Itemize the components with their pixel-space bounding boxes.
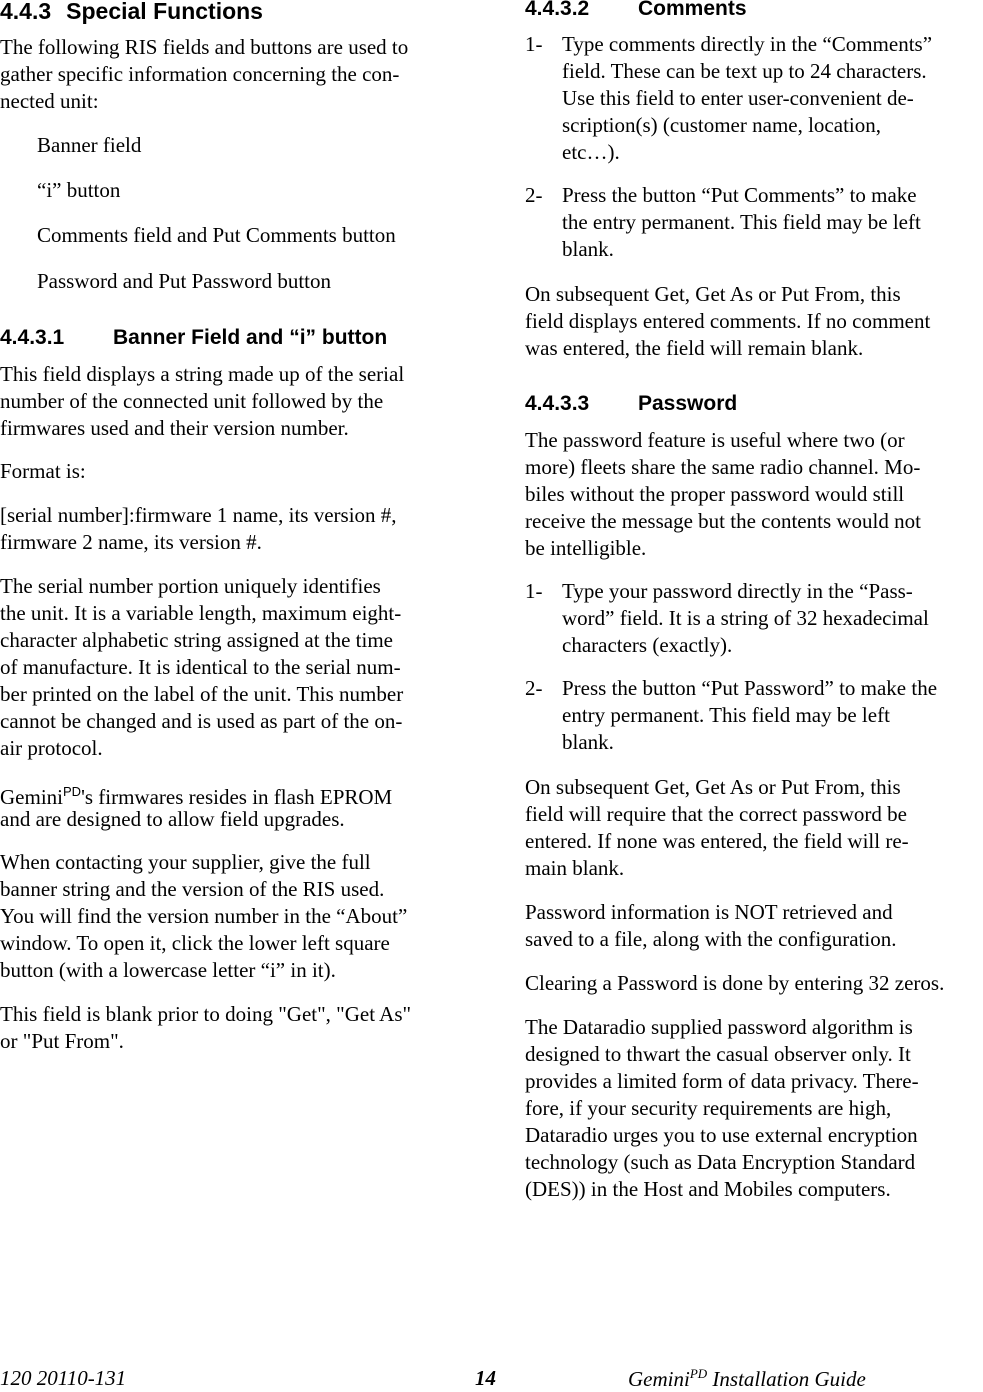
- paragraph-line: ber printed on the label of the unit. This number: [0, 682, 404, 706]
- subsection-title: Comments: [638, 0, 747, 20]
- paragraph-line: field displays entered comments. If no comment: [525, 309, 931, 333]
- page-number: 14: [475, 1366, 496, 1390]
- paragraph-line: window. To open it, click the lower left square: [0, 931, 390, 955]
- paragraph-line: field will require that the correct password be: [525, 802, 907, 826]
- paragraph-line: You will find the version number in the “About”: [0, 904, 408, 928]
- section-heading: [0, 0, 263, 25]
- item-marker: 1-: [525, 32, 543, 56]
- paragraph-line: more) fleets share the same radio channel. Mo-: [525, 455, 921, 479]
- item-line: field. These can be text up to 24 characters.: [562, 59, 927, 83]
- paragraph-line: technology (such as Data Encryption Standard: [525, 1150, 916, 1174]
- paragraph-line: button (with a lowercase letter “i” in it).: [0, 958, 336, 982]
- paragraph-line: On subsequent Get, Get As or Put From, this: [525, 282, 901, 306]
- intro-line: gather specific information concerning the con-: [0, 62, 400, 86]
- item-marker: 1-: [525, 579, 543, 603]
- paragraph-line: entered. If none was entered, the field will re-: [525, 829, 909, 853]
- subsection-title: Password: [638, 392, 738, 415]
- paragraph-line: This field is blank prior to doing "Get", "Get As": [0, 1002, 412, 1026]
- item-marker: 2-: [525, 183, 543, 207]
- subsection-number: 4.4.3.2: [525, 0, 590, 20]
- paragraph-line: Password information is NOT retrieved and: [525, 900, 893, 924]
- paragraph-line: or "Put From".: [0, 1029, 124, 1053]
- paragraph-line: of manufacture. It is identical to the serial num-: [0, 655, 401, 679]
- bullet-item: Comments field and Put Comments button: [37, 223, 396, 247]
- item-line: Use this field to enter user-convenient de-: [562, 86, 914, 110]
- item-line: etc…).: [562, 140, 620, 164]
- product-superscript: PD: [689, 1366, 708, 1381]
- paragraph-line: and are designed to allow field upgrades.: [0, 807, 345, 831]
- paragraph-line: The password feature is useful where two (or: [525, 428, 905, 452]
- paragraph-line: be intelligible.: [525, 536, 647, 560]
- item-line: blank.: [562, 237, 614, 261]
- paragraph-line: banner string and the version of the RIS used.: [0, 877, 385, 901]
- subsection-heading: [525, 392, 737, 416]
- item-line: the entry permanent. This field may be left: [562, 210, 921, 234]
- subsection-heading: [525, 0, 747, 21]
- paragraph-line: The Dataradio supplied password algorithm is: [525, 1015, 913, 1039]
- subsection-number: 4.4.3.1: [0, 326, 65, 349]
- item-line: entry permanent. This field may be left: [562, 703, 890, 727]
- text-run: Installation Guide: [707, 1367, 866, 1391]
- paragraph-line: air protocol.: [0, 736, 103, 760]
- paragraph-line: Dataradio urges you to use external encryption: [525, 1123, 918, 1147]
- paragraph-line: receive the message but the contents would not: [525, 509, 921, 533]
- product-superscript: PD: [63, 784, 82, 799]
- intro-line: The following RIS fields and buttons are used to: [0, 35, 409, 59]
- paragraph-line: the unit. It is a variable length, maximum eight-: [0, 601, 402, 625]
- bullet-item: Banner field: [37, 133, 142, 157]
- item-line: Type comments directly in the “Comments”: [562, 32, 933, 56]
- paragraph-line: firmware 2 name, its version #.: [0, 530, 262, 554]
- bullet-item: Password and Put Password button: [37, 269, 332, 293]
- paragraph-line: saved to a file, along with the configuration.: [525, 927, 897, 951]
- product-name: Gemini: [0, 785, 63, 809]
- item-marker: 2-: [525, 676, 543, 700]
- subsection-number: 4.4.3.3: [525, 392, 590, 415]
- guide-title: [628, 1366, 866, 1392]
- paragraph-line: When contacting your supplier, give the full: [0, 850, 371, 874]
- paragraph-line: (DES)) in the Host and Mobiles computers.: [525, 1177, 891, 1201]
- subsection-heading: [0, 326, 387, 350]
- product-name: Gemini: [628, 1367, 690, 1391]
- bullet-item: “i” button: [37, 178, 121, 202]
- intro-line: nected unit:: [0, 89, 99, 113]
- paragraph-line: number of the connected unit followed by the: [0, 389, 384, 413]
- paragraph-line: This field displays a string made up of the serial: [0, 362, 405, 386]
- section-number: 4.4.3: [0, 0, 52, 24]
- paragraph-line: provides a limited form of data privacy. There-: [525, 1069, 919, 1093]
- paragraph-line: cannot be changed and is used as part of the on-: [0, 709, 403, 733]
- item-line: Type your password directly in the “Pass-: [562, 579, 913, 603]
- paragraph-line: Clearing a Password is done by entering 32 zeros.: [525, 971, 945, 995]
- paragraph-line: main blank.: [525, 856, 625, 880]
- item-line: blank.: [562, 730, 614, 754]
- paragraph-line: character alphabetic string assigned at the time: [0, 628, 394, 652]
- paragraph-line: fore, if your security requirements are high,: [525, 1096, 892, 1120]
- paragraph-line: Format is:: [0, 459, 86, 483]
- item-line: Press the button “Put Comments” to make: [562, 183, 917, 207]
- paragraph-line: On subsequent Get, Get As or Put From, this: [525, 775, 901, 799]
- section-title: Special Functions: [66, 0, 263, 24]
- paragraph-line: was entered, the field will remain blank.: [525, 336, 864, 360]
- item-line: characters (exactly).: [562, 633, 733, 657]
- paragraph-line: firmwares used and their version number.: [0, 416, 349, 440]
- paragraph-line: designed to thwart the casual observer only. It: [525, 1042, 911, 1066]
- paragraph-line: [serial number]:firmware 1 name, its version #,: [0, 503, 397, 527]
- text-run: 's firmwares resides in flash EPROM: [81, 785, 393, 809]
- paragraph-line: The serial number portion uniquely identifies: [0, 574, 381, 598]
- paragraph-line: biles without the proper password would still: [525, 482, 905, 506]
- subsection-title: Banner Field and “i” button: [113, 326, 388, 349]
- item-line: Press the button “Put Password” to make the: [562, 676, 938, 700]
- document-number: 120 20110-131: [0, 1366, 127, 1390]
- item-line: scription(s) (customer name, location,: [562, 113, 881, 137]
- item-line: word” field. It is a string of 32 hexadecimal: [562, 606, 929, 630]
